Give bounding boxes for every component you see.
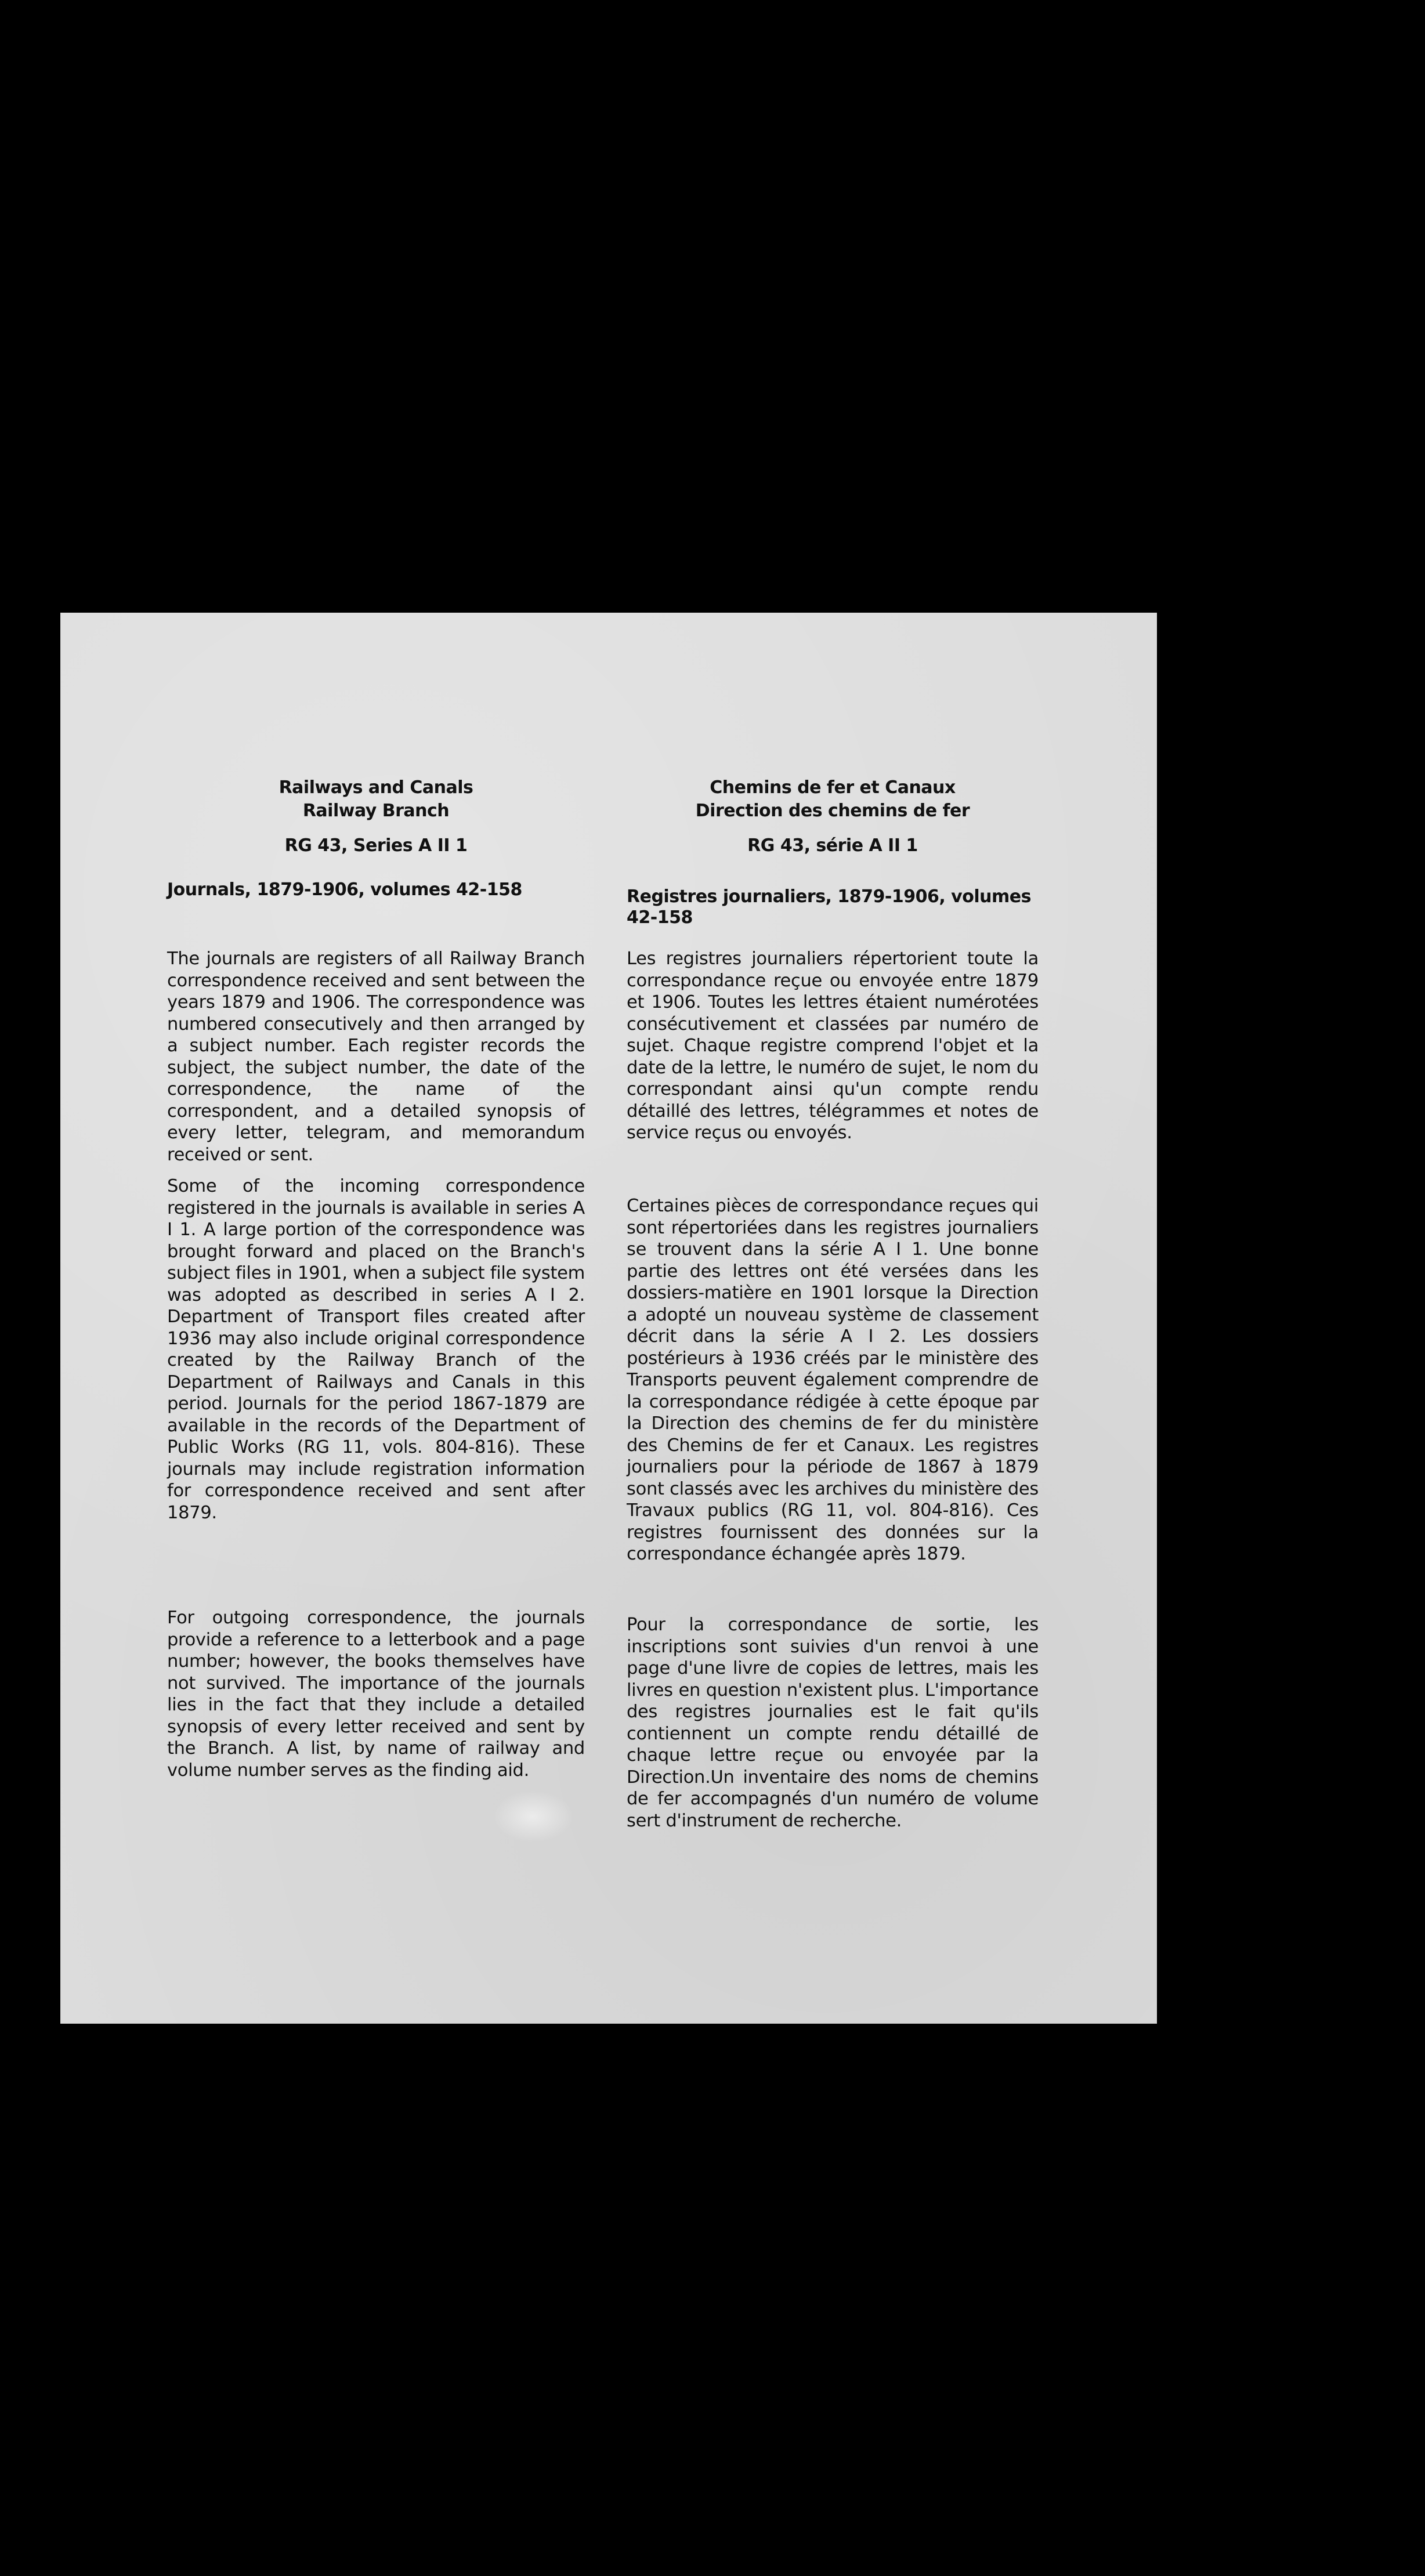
document-page <box>60 613 1157 2024</box>
french-subtitle: Registres journaliers, 1879-1906, volumes 42-158 <box>627 887 1031 928</box>
french-paragraph-1: Les registres journaliers répertorient toute la correspondance reçue ou envoyée entre 1879 et 1906. Toutes les lettres étaient numérotées consécutivement et classées par numéro de sujet. Chaque registre comprend l'objet et la date de la lettre, le numéro de sujet, le nom du correspondant ainsi qu'un compte rendu détaillé des lettres, télégrammes et notes de service reçus ou envoyés. <box>627 949 1039 1143</box>
french-paragraph-3: Pour la correspondance de sortie, les inscriptions sont suivies d'un renvoi à une page d'une livre de copies de lettres, mais les livres en question n'existent plus. L'importance des registres journalies est le fait qu'ils contiennent un compte rendu détaillé de chaque lettre reçue ou envoyée par la Direction.Un inventaire des noms de chemins de fer accompagnés d'un numéro de volume sert d'instrument de recherche. <box>627 1615 1039 1831</box>
english-series: RG 43, Series A II 1 <box>284 835 468 856</box>
english-heading-line2: Railway Branch <box>302 801 450 821</box>
english-paragraph-2: Some of the incoming correspondence registered in the journals is available in series A I 1. A large portion of the correspondence was brought forward and placed on the Branch's subject files in 1901, when a subject file system was adopted as described in series A I 2. Department of Transport files created after 1936 may also include original correspondence created by the Railway Branch of the Department of Railways and Canals in this period. Journals for the period 1867-1879 are available in the records of the Department of Public Works (RG 11, vols. 804-816). These journals may include registration information for correspondence received and sent after 1879. <box>167 1176 585 1523</box>
english-heading <box>167 776 585 823</box>
english-subtitle: Journals, 1879-1906, volumes 42-158 <box>167 880 522 900</box>
english-paragraph-3: For outgoing correspondence, the journals provide a reference to a letterbook and a page number; however, the books themselves have not survived. The importance of the journals lies in the fact that they include a detailed synopsis of every letter received and sent by the Branch. A list, by name of railway and volume number serves as the finding aid. <box>167 1608 585 1781</box>
french-heading <box>627 776 1039 823</box>
french-paragraph-2: Certaines pièces de correspondance reçues qui sont répertoriées dans les registres journaliers se trouvent dans la série A I 1. Une bonne partie des lettres ont été versées dans les dossiers-matière en 1901 lorsque la Direction a adopté un nouveau système de classement décrit dans la série A I 2. Les dossiers postérieurs à 1936 créés par le ministère des Transports peuvent également comprendre de la correspondance rédigée à cette époque par la Direction des chemins de fer du ministère des Chemins de fer et Canaux. Les registres journaliers pour la période de 1867 à 1879 sont classés avec les archives du ministère des Travaux publics (RG 11, vol. 804-816). Ces registres fournissent des données sur la correspondance échangée après 1879. <box>627 1196 1039 1564</box>
english-heading-line1: Railways and Canals <box>279 777 473 798</box>
french-heading-line2: Direction des chemins de fer <box>695 801 970 821</box>
english-paragraph-1: The journals are registers of all Railway Branch correspondence received and sent between the years 1879 and 1906. The correspondence was numbered consecutively and then arranged by a subject number. Each register records the subject, the subject number, the date of the correspondence, the name of the correspondent, and a detailed synopsis of every letter, telegram, and memorandum received or sent. <box>167 949 585 1165</box>
paper-smudge <box>492 1790 573 1843</box>
french-series: RG 43, série A II 1 <box>747 835 918 856</box>
french-heading-line1: Chemins de fer et Canaux <box>710 777 956 798</box>
